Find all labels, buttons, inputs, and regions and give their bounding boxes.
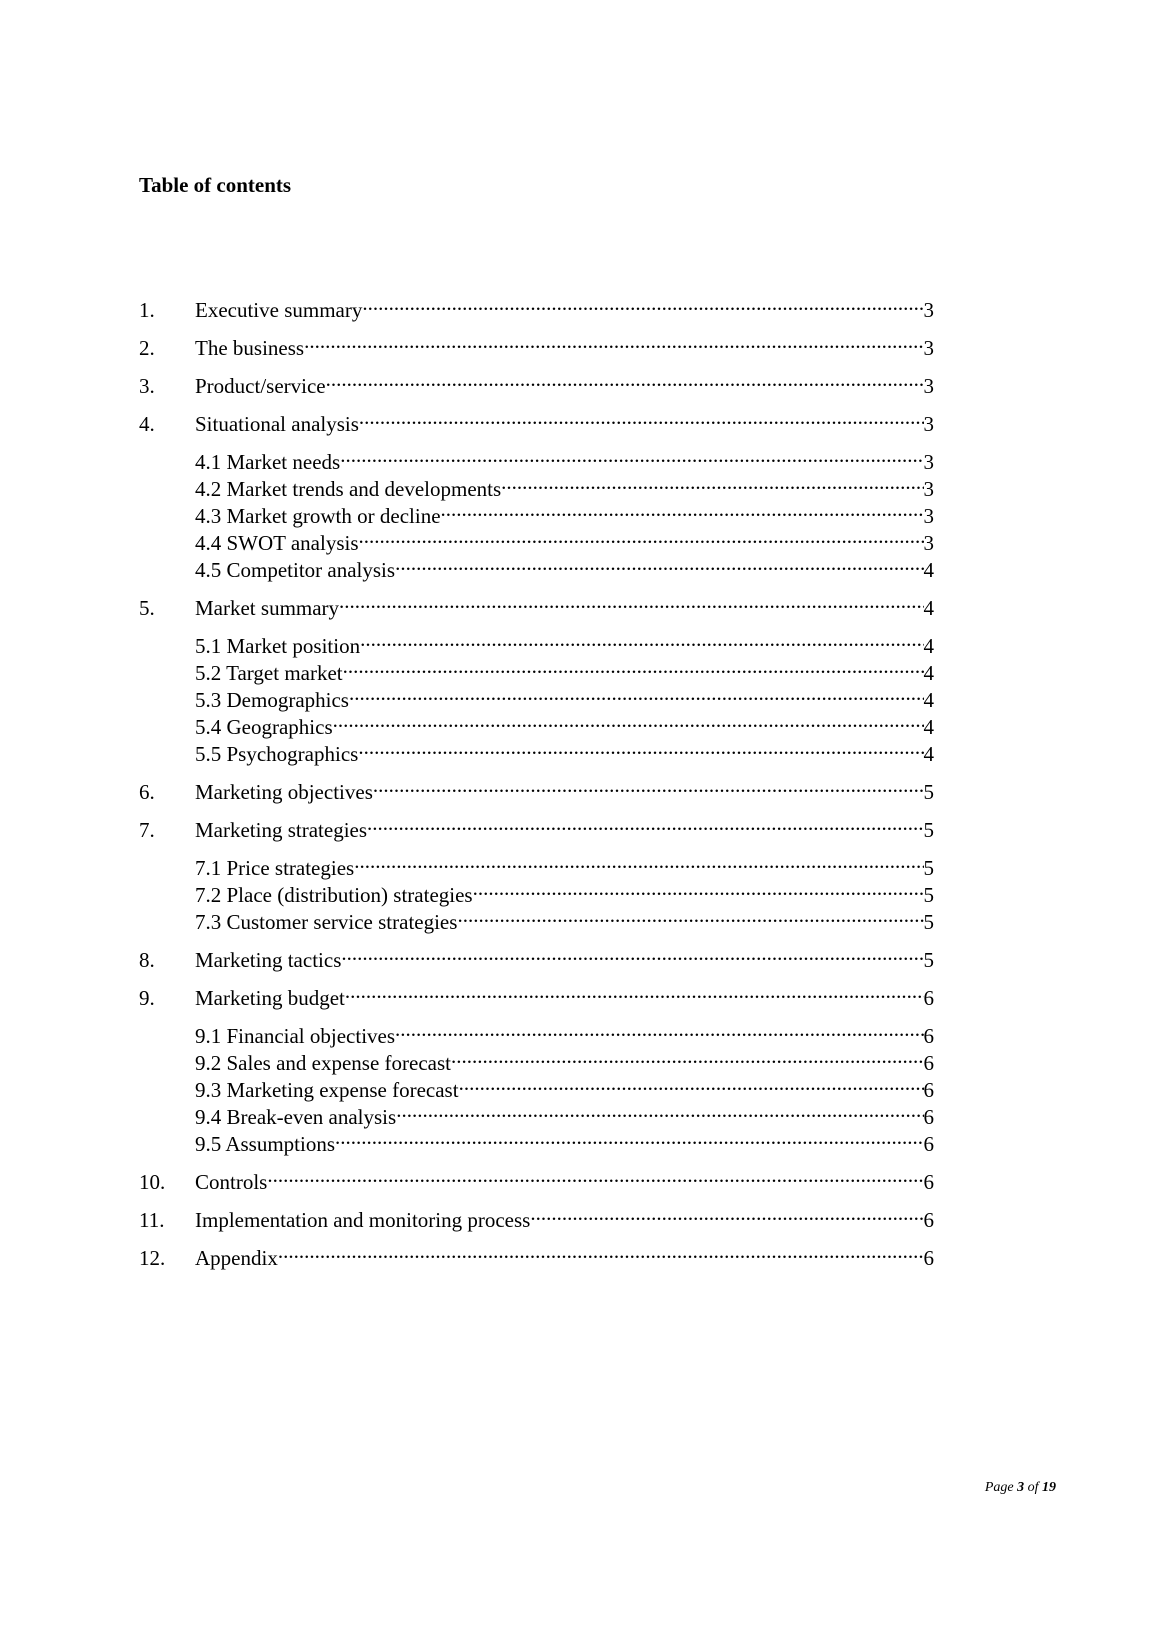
toc-subentry[interactable] [139, 1016, 934, 1048]
toc-entry-page: 4 [923, 742, 934, 766]
dot-leader [343, 653, 924, 680]
dot-leader [358, 734, 923, 761]
toc-entry-title: 9.1 Financial objectives [195, 1024, 396, 1048]
toc-entry[interactable] [139, 404, 934, 436]
toc-entry-page: 5 [923, 780, 934, 804]
footer-current-page: 3 [1017, 1480, 1025, 1495]
dot-leader [354, 848, 923, 875]
toc-entry-title: 9.5 Assumptions [195, 1132, 336, 1156]
toc-entry-number: 3. [139, 374, 155, 398]
dot-leader [373, 772, 924, 799]
dot-leader [530, 1200, 923, 1227]
toc-entry-title: 7.2 Place (distribution) strategies [195, 883, 473, 907]
toc-entry-title: 7.3 Customer service strategies [195, 910, 458, 934]
toc-entry-title: Executive summary [195, 298, 363, 322]
dot-leader [441, 496, 924, 523]
toc-entry[interactable] [139, 366, 934, 398]
toc-entry-number: 1. [139, 298, 155, 322]
toc-entry-title: 5.4 Geographics [195, 715, 333, 739]
footer-total-pages: 19 [1042, 1480, 1056, 1495]
toc-entry-page: 5 [923, 818, 934, 842]
toc-entry-title: Marketing strategies [195, 818, 368, 842]
dot-leader [304, 328, 923, 355]
toc-entry-page: 6 [923, 1208, 934, 1232]
toc-entry-title: Market summary [195, 596, 340, 620]
dot-leader [326, 366, 924, 393]
toc-entry-page: 4 [923, 634, 934, 658]
toc-entry[interactable] [139, 1200, 934, 1232]
dot-leader [341, 940, 923, 967]
toc-entry-title: 4.3 Market growth or decline [195, 504, 441, 528]
toc-entry[interactable] [139, 978, 934, 1010]
toc-entry-title: 4.1 Market needs [195, 450, 341, 474]
dot-leader [333, 707, 924, 734]
toc-entry-page: 5 [923, 910, 934, 934]
toc-entry-title: 5.3 Demographics [195, 688, 349, 712]
footer-of-word: of [1027, 1480, 1039, 1495]
toc-entry-title: Implementation and monitoring process [195, 1208, 531, 1232]
toc-entry-page: 4 [923, 715, 934, 739]
toc-entry-page: 4 [923, 688, 934, 712]
toc-entry-title: 9.3 Marketing expense forecast [195, 1078, 459, 1102]
toc-entry-page: 6 [923, 1105, 934, 1129]
dot-leader [267, 1162, 923, 1189]
toc-entry[interactable] [139, 1238, 934, 1270]
dot-leader [395, 1016, 923, 1043]
toc-entry-number: 4. [139, 412, 155, 436]
toc-entry-page: 6 [923, 1078, 934, 1102]
toc-entry-title: Situational analysis [195, 412, 359, 436]
toc-entry-title: Product/service [195, 374, 326, 398]
toc-entry-number: 9. [139, 986, 155, 1010]
toc-entry-title: 4.4 SWOT analysis [195, 531, 359, 555]
toc-entry-page: 6 [923, 986, 934, 1010]
toc-entry-page: 3 [923, 336, 934, 360]
toc-entry[interactable] [139, 810, 934, 842]
toc-entry-title: Controls [195, 1170, 268, 1194]
dot-leader [340, 442, 923, 469]
dot-leader [359, 404, 924, 431]
toc-entry-title: Appendix [195, 1246, 278, 1270]
toc-entry-page: 4 [923, 661, 934, 685]
toc-entry-title: 7.1 Price strategies [195, 856, 355, 880]
dot-leader [501, 469, 923, 496]
toc-entry-title: Marketing tactics [195, 948, 342, 972]
toc-subentry[interactable] [139, 848, 934, 880]
toc-entry-title: 9.4 Break-even analysis [195, 1105, 397, 1129]
toc-entry[interactable] [139, 588, 934, 620]
toc-subentry[interactable] [139, 626, 934, 658]
toc-entry-title: Marketing budget [195, 986, 345, 1010]
dot-leader [396, 1097, 923, 1124]
toc-entry-number: 2. [139, 336, 155, 360]
toc-entry-number: 11. [139, 1208, 165, 1232]
toc-entry-page: 6 [923, 1132, 934, 1156]
toc-entry-title: The business [195, 336, 305, 360]
toc-entry-title: 4.5 Competitor analysis [195, 558, 396, 582]
dot-leader [345, 978, 924, 1005]
toc-entry-number: 5. [139, 596, 155, 620]
toc-entry-title: 9.2 Sales and expense forecast [195, 1051, 451, 1075]
dot-leader [473, 875, 924, 902]
dot-leader [367, 810, 923, 837]
toc-entry[interactable] [139, 1162, 934, 1194]
dot-leader [360, 626, 923, 653]
dot-leader [459, 1070, 924, 1097]
toc-entry-number: 12. [139, 1246, 166, 1270]
toc-entry-title: 5.5 Psychographics [195, 742, 359, 766]
toc-subentry[interactable] [139, 442, 934, 474]
toc-entry-page: 5 [923, 856, 934, 880]
dot-leader [451, 1043, 924, 1070]
toc-entry-page: 3 [923, 504, 934, 528]
dot-leader [395, 550, 923, 577]
toc-entry-page: 3 [923, 298, 934, 322]
footer-page-word: Page [984, 1480, 1014, 1495]
toc-entry-title: 5.1 Market position [195, 634, 361, 658]
toc-entry-page: 3 [923, 531, 934, 555]
toc-entry-page: 5 [923, 883, 934, 907]
toc-entry[interactable] [139, 940, 934, 972]
dot-leader [349, 680, 924, 707]
toc-entry-page: 6 [923, 1051, 934, 1075]
toc-entry-number: 8. [139, 948, 155, 972]
toc-entry-page: 4 [923, 558, 934, 582]
dot-leader [339, 588, 923, 615]
toc-entry-title: Marketing objectives [195, 780, 373, 804]
toc-entry-title: 5.2 Target market [195, 661, 343, 685]
dot-leader [359, 523, 924, 550]
toc-entry-number: 6. [139, 780, 155, 804]
toc-entry-page: 5 [923, 948, 934, 972]
toc-entry-page: 3 [923, 450, 934, 474]
toc-entry-page: 3 [923, 374, 934, 398]
dot-leader [457, 902, 923, 929]
table-of-contents [139, 290, 934, 1276]
toc-entry-page: 3 [923, 412, 934, 436]
toc-entry[interactable] [139, 772, 934, 804]
toc-heading: Table of contents [139, 173, 292, 197]
toc-entry[interactable] [139, 328, 934, 360]
page-footer [985, 1480, 1056, 1496]
dot-leader [335, 1124, 923, 1151]
toc-entry-page: 6 [923, 1024, 934, 1048]
toc-entry-title: 4.2 Market trends and developments [195, 477, 502, 501]
toc-entry-number: 7. [139, 818, 155, 842]
toc-entry-page: 4 [923, 596, 934, 620]
toc-entry[interactable] [139, 290, 934, 322]
dot-leader [278, 1238, 924, 1265]
toc-entry-page: 6 [923, 1170, 934, 1194]
toc-entry-page: 3 [923, 477, 934, 501]
toc-entry-number: 10. [139, 1170, 166, 1194]
dot-leader [362, 290, 923, 317]
toc-entry-page: 6 [923, 1246, 934, 1270]
